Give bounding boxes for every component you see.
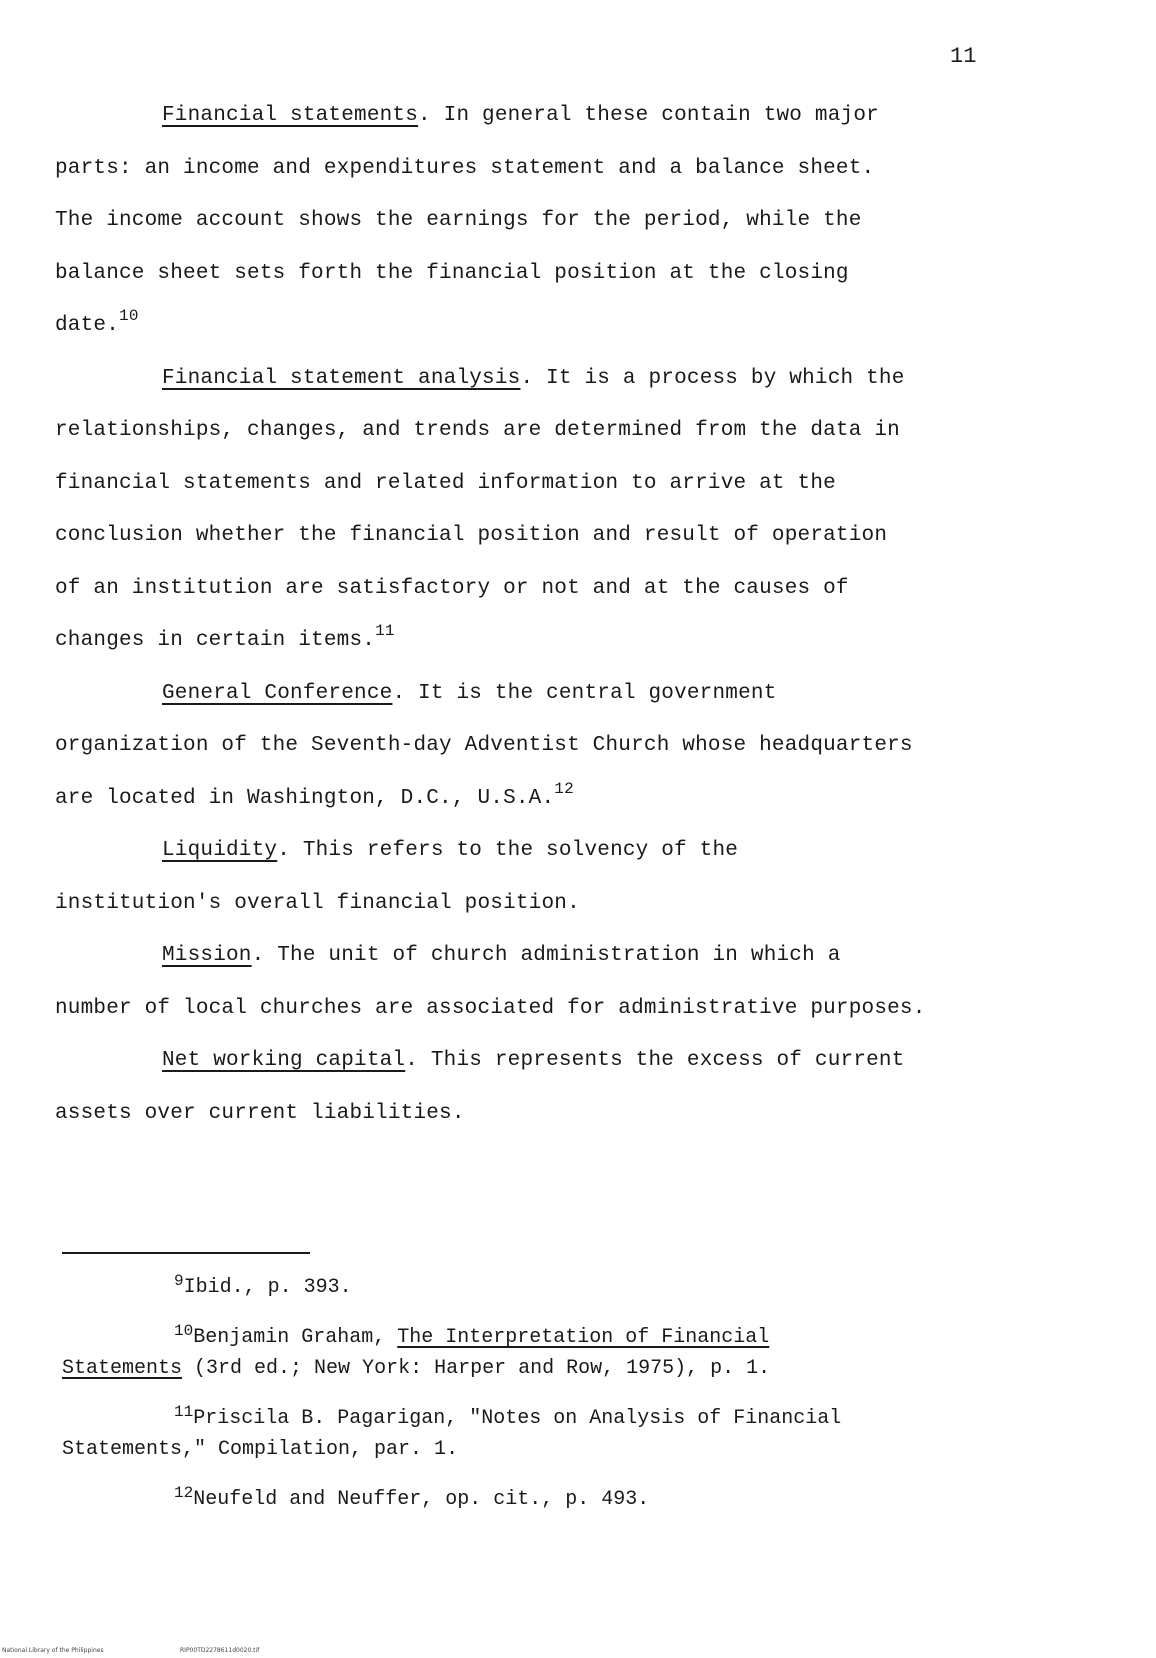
definition-text: balance sheet sets forth the financial position at the closing [55,261,849,285]
definition-text: conclusion whether the financial position and result of operation [55,524,888,547]
definition-text: assets over current liabilities. [55,1101,465,1125]
definition-text: financial statements and related information to arrive at the [55,471,836,495]
definition-last-line [55,300,1015,353]
definition-text: date. [55,314,120,337]
footnote-title: Statements [62,1357,183,1380]
footnote-10 [62,1322,1022,1384]
footnote-number: 11 [174,1403,194,1421]
footnote-text: Neufeld and Neuffer, op. cit., p. 493. [193,1488,650,1511]
term-net-working-capital: Net working capital [162,1049,406,1072]
definition-mission [55,930,1015,983]
definition-text: parts: an income and expenditures statement and a balance sheet. [55,156,875,180]
footnote-ref-11: 11 [375,622,395,640]
definition-liquidity [55,825,1015,878]
definition-text: . It is the central government [392,681,777,705]
footnote-author: Benjamin Graham, [193,1326,398,1349]
definition-text: institution's overall financial position. [55,891,580,915]
term-financial-statement-analysis: Financial statement analysis [162,366,521,390]
definition-general-conference [55,668,1015,721]
definitions-body [55,90,1015,1140]
footnote-number: 9 [174,1272,184,1290]
definition-text: of an institution are satisfactory or not and at the causes of [55,576,849,600]
footnote-number: 10 [174,1322,194,1340]
definition-last-line [55,615,1015,668]
definition-text: . The unit of church administration in which a [251,944,841,967]
file-stamp: RIP00TD2278611d0020.tif [180,1647,260,1654]
definition-text: . In general these contain two major [418,104,879,127]
term-liquidity: Liquidity [162,839,278,862]
term-financial-statements: Financial statements [162,104,419,127]
footnote-text: (3rd ed.; New York: Harper and Row, 1975), p. 1. [182,1357,771,1380]
footnote-text: Ibid., p. 393. [183,1276,352,1299]
definition-net-working-capital [55,1035,1015,1088]
library-stamp: National Library of the Philippines [2,1647,104,1654]
definition-text: . This represents the excess of current [405,1049,905,1072]
definition-financial-statement-analysis [55,353,1015,406]
definition-text: relationships, changes, and trends are determined from the data in [55,419,900,442]
definition-text: . It is a process by which the [520,366,905,390]
footnote-divider [62,1252,310,1254]
definition-text: . This refers to the solvency of the [277,839,739,862]
footnote-ref-10: 10 [119,307,139,325]
page-number: 11 [950,44,977,69]
footnote-11 [62,1403,1022,1465]
definition-last-line [55,773,1015,826]
footnote-text: Priscila B. Pagarigan, "Notes on Analysis of Financial [193,1407,842,1430]
term-mission: Mission [162,944,252,967]
footnote-text: Statements," Compilation, par. 1. [62,1438,459,1461]
footnote-title: The Interpretation of Financial [397,1326,770,1349]
definition-text: number of local churches are associated for administrative purposes. [55,996,926,1020]
footnote-9 [62,1272,1022,1303]
definition-text: are located in Washington, D.C., U.S.A. [55,786,555,810]
term-general-conference: General Conference [162,681,393,705]
definition-text: changes in certain items. [55,629,376,652]
definition-text: The income account shows the earnings for the period, while the [55,209,862,232]
footnote-ref-12: 12 [554,779,574,798]
footnotes-section [62,1272,1022,1534]
definition-text: organization of the Seventh-day Adventist Church whose headquarters [55,734,913,757]
footnote-12 [62,1484,1022,1515]
definition-financial-statements [55,90,1015,143]
footnote-number: 12 [174,1484,194,1502]
